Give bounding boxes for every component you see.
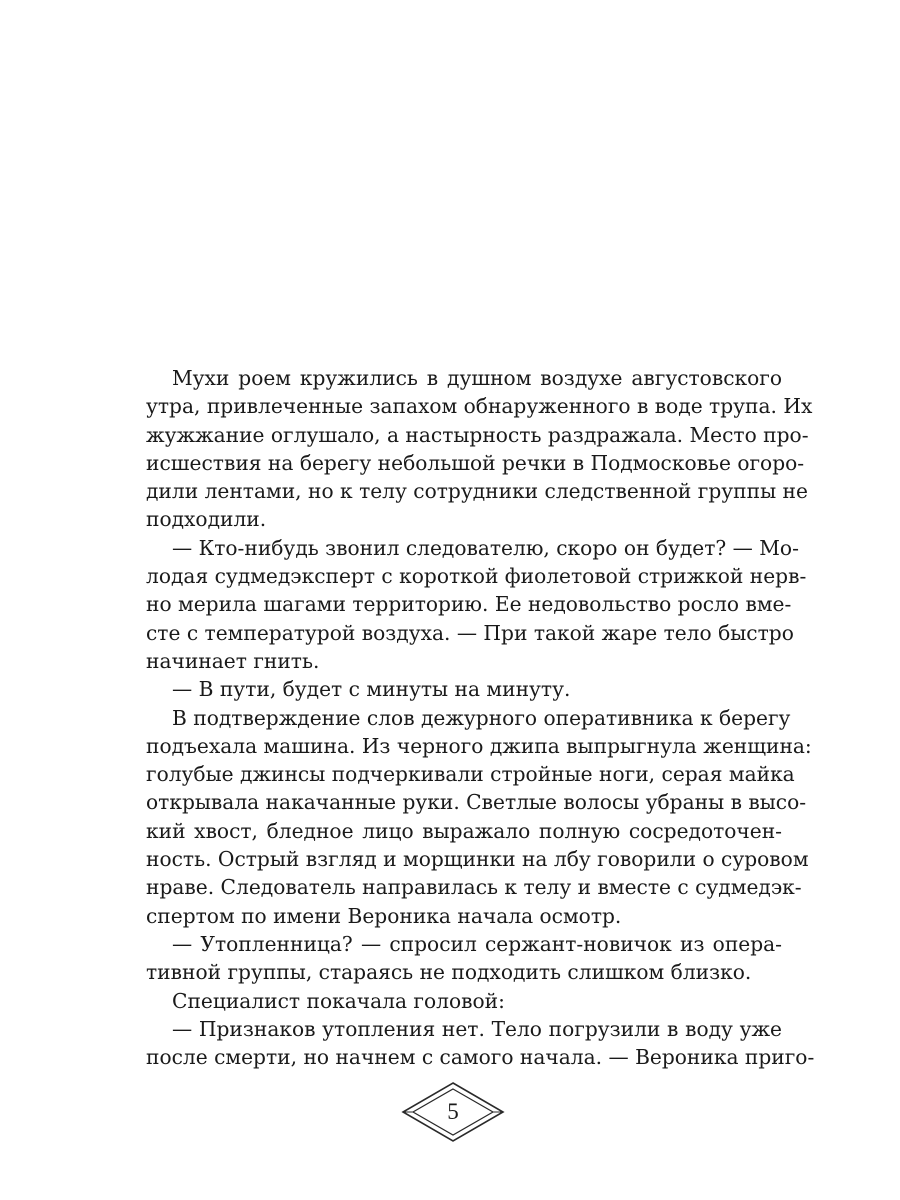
text-line: — Кто-нибудь звонил следователю, скоро он будет? — Мо-	[172, 535, 799, 560]
text-line: лодая судмедэксперт с короткой фиолетовой стрижкой нерв-	[146, 564, 807, 589]
text-line: кий хвост, бледное лицо выражало полную сосредоточен-	[146, 818, 782, 843]
text-line: ность. Острый взгляд и морщинки на лбу говорили о суровом	[146, 847, 809, 872]
text-line: но мерила шагами территорию. Ее недовольство росло вме-	[146, 592, 792, 617]
text-line: спертом по имени Вероника начала осмотр.	[146, 903, 622, 928]
text-line: Специалист покачала головой:	[172, 988, 505, 1013]
text-line: начинает гнить.	[146, 648, 320, 673]
page-number: 5	[447, 1099, 459, 1124]
text-line: — Утопленница? — спросил сержант-новичок из опера-	[172, 931, 782, 956]
text-line: — В пути, будет с минуты на минуту.	[172, 677, 571, 702]
text-line: открывала накачанные руки. Светлые волосы убраны в высо-	[146, 790, 807, 815]
text-line: подходили.	[146, 507, 267, 532]
text-line: исшествия на берегу небольшой речки в Подмосковье огоро-	[146, 450, 805, 475]
text-line: Мухи роем кружились в душном воздухе августовского	[172, 366, 782, 390]
text-line: после смерти, но начнем с самого начала. — Вероника приго-	[146, 1045, 815, 1070]
text-line: — Признаков утопления нет. Тело погрузили в воду уже	[172, 1016, 782, 1041]
text-line: В подтверждение слов дежурного оперативника к берегу	[172, 705, 791, 730]
text-line: сте с температурой воздуха. — При такой жаре тело быстро	[146, 620, 794, 645]
text-line: тивной группы, стараясь не подходить слишком близко.	[146, 960, 752, 985]
text-line: жужжание оглушало, а настырность раздражала. Место про-	[146, 422, 809, 447]
text-line: подъехала машина. Из черного джипа выпрыгнула женщина:	[146, 733, 812, 758]
text-line: нраве. Следователь направилась к телу и вместе с судмедэк-	[146, 875, 802, 900]
text-line: утра, привлеченные запахом обнаруженного в воде трупа. Их	[146, 394, 813, 419]
page-number-ornament	[401, 1081, 505, 1143]
text-line: голубые джинсы подчеркивали стройные ноги, серая майка	[146, 762, 795, 787]
body-text	[146, 364, 815, 1071]
text-line: дили лентами, но к телу сотрудники следственной группы не	[146, 479, 808, 504]
